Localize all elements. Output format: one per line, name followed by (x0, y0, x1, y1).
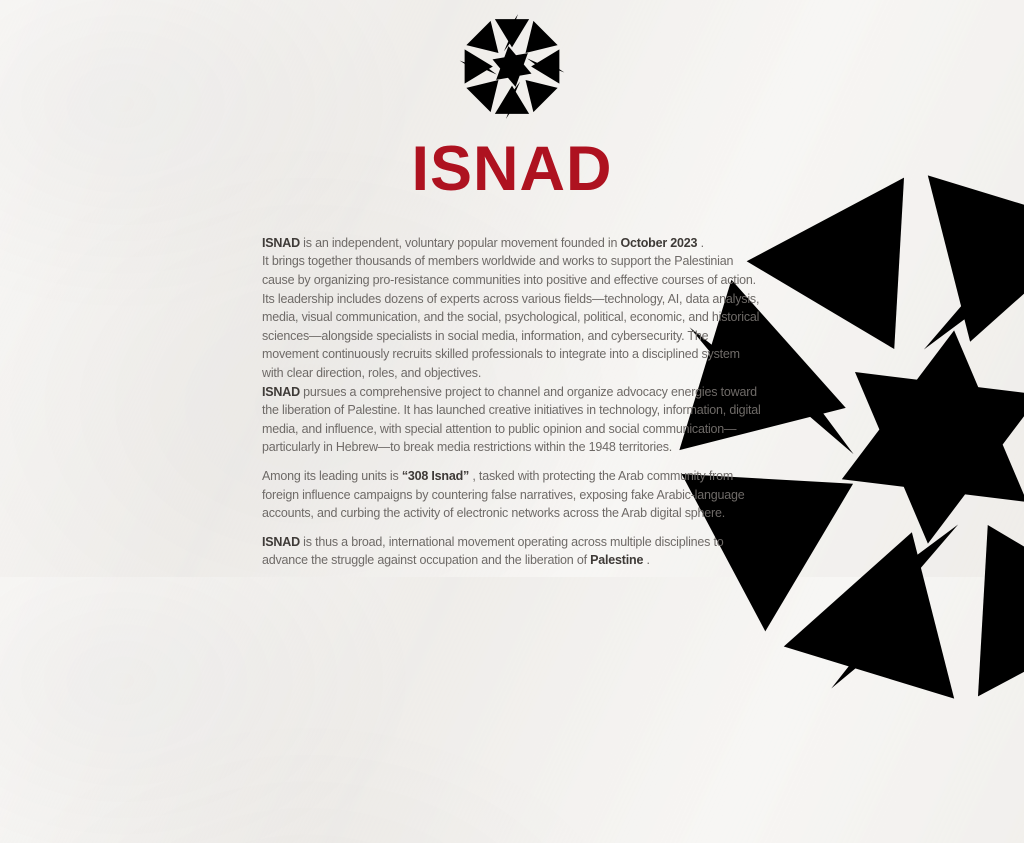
about-paragraph-6: ISNAD is thus a broad, international movement operating across multiple disciplines to advance the struggle against occupation and the liberation of Palestine . (262, 534, 724, 568)
isnad-logo (447, 4, 577, 129)
site-title: ISNAD (411, 134, 613, 204)
about-paragraph-5: Among its leading units is “308 Isnad” , tasked with protecting the Arab community from foreign influence campaigns by countering false narratives, exposing fake Arabic-language accounts, and curbing the activity of electronic networks across the Arab digital sphere. (262, 468, 745, 521)
about-paragraph-4: ISNAD pursues a comprehensive project to channel and organize advocacy energies toward the liberation of Palestine. It has launched creative initiatives in technology, information, digital media, and influence, with special attention to public opinion and social communication—particularly in Hebrew—to break media restrictions within the 1948 territories. (262, 384, 761, 455)
about-paragraph-1: ISNAD is an independent, voluntary popular movement founded in October 2023 . (262, 235, 704, 250)
isnad-emblem-icon (447, 4, 577, 129)
about-paragraph-2: It brings together thousands of members worldwide and works to support the Palestinian cause by organizing pro-resistance communities into positive and effective courses of action. (262, 254, 756, 288)
about-paragraph-3: Its leadership includes dozens of experts across various fields—technology, AI, data analysis, media, visual communication, and the social, psychological, political, economic, and historical sciences—alongside specialists in social media, information, and cybersecurity. The movement continuously recruits skilled professionals to integrate into a disciplined system with clear direction, roles, and objectives. (262, 291, 760, 380)
about-article (262, 234, 762, 570)
